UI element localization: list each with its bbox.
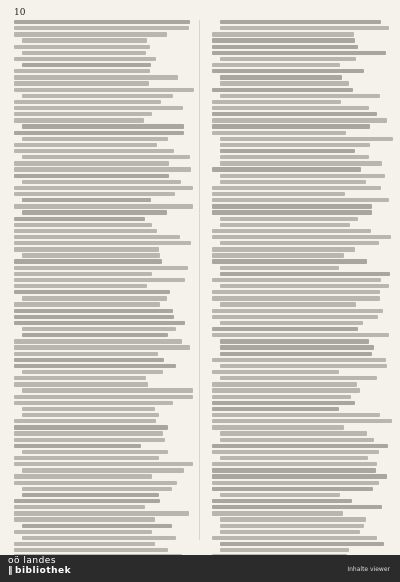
text-line: [212, 124, 370, 128]
text-line: [212, 536, 377, 540]
left-text-column: [14, 20, 194, 555]
text-line: [220, 26, 389, 30]
text-line: [220, 542, 384, 546]
text-line: [14, 266, 188, 270]
text-line: [14, 315, 174, 319]
text-line: [220, 456, 368, 460]
text-line: [14, 88, 194, 92]
text-line: [212, 118, 387, 122]
text-line: [14, 284, 147, 288]
text-line: [212, 296, 380, 300]
text-line: [22, 198, 151, 202]
text-line: [220, 431, 367, 435]
text-line: [22, 407, 155, 411]
text-line: [212, 198, 389, 202]
text-line: [22, 155, 190, 159]
text-line: [220, 548, 349, 552]
text-line: [212, 100, 341, 104]
text-line: [220, 149, 355, 153]
text-line: [22, 493, 159, 497]
text-line: [22, 51, 146, 55]
text-line: [220, 137, 393, 141]
text-line: [212, 235, 391, 239]
text-line: [212, 106, 369, 110]
text-line: [14, 339, 182, 343]
text-line: [14, 217, 145, 221]
column-divider: [199, 20, 200, 540]
text-line: [14, 456, 159, 460]
text-line: [212, 247, 355, 251]
text-line: [212, 450, 379, 454]
text-line: [22, 253, 160, 257]
text-line: [14, 278, 185, 282]
text-line: [212, 45, 358, 49]
text-line: [14, 358, 164, 362]
text-line: [14, 302, 160, 306]
text-line: [212, 468, 376, 472]
text-line: [212, 88, 353, 92]
text-line: [212, 192, 345, 196]
text-line: [212, 425, 344, 429]
text-line: [220, 438, 374, 442]
text-line: [14, 26, 189, 30]
text-line: [14, 57, 156, 61]
text-line: [22, 536, 176, 540]
text-line: [212, 210, 372, 214]
text-line: [212, 395, 351, 399]
text-line: [220, 376, 377, 380]
text-line: [14, 235, 180, 239]
text-line: [22, 450, 168, 454]
text-line: [14, 499, 160, 503]
text-line: [220, 57, 356, 61]
text-line: [22, 327, 176, 331]
text-line: [212, 370, 339, 374]
text-line: [14, 192, 175, 196]
text-line: [14, 345, 190, 349]
text-line: [212, 131, 346, 135]
text-line: [14, 69, 150, 73]
text-line: [14, 81, 149, 85]
text-line: [14, 505, 145, 509]
text-line: [14, 419, 156, 423]
text-line: [212, 38, 355, 42]
logo-line-1: oö landes: [8, 556, 57, 566]
text-line: [220, 241, 379, 245]
text-line: [212, 511, 343, 515]
text-line: [14, 376, 146, 380]
text-line: [14, 462, 193, 466]
text-line: [212, 112, 377, 116]
text-line: [212, 382, 357, 386]
text-line: [220, 223, 350, 227]
text-line: [212, 333, 389, 337]
text-line: [212, 315, 378, 319]
text-line: [14, 131, 184, 135]
text-line: [14, 204, 193, 208]
text-line: [14, 481, 177, 485]
text-line: [212, 481, 379, 485]
text-line: [212, 413, 380, 417]
text-line: [14, 272, 152, 276]
logo-bars-icon: ‖: [8, 566, 13, 576]
text-line: [14, 352, 158, 356]
text-line: [212, 462, 377, 466]
text-line: [220, 75, 342, 79]
text-line: [212, 444, 388, 448]
text-line: [22, 210, 167, 214]
text-line: [14, 112, 152, 116]
text-line: [14, 229, 157, 233]
text-line: [14, 100, 161, 104]
text-line: [14, 247, 159, 251]
text-line: [212, 253, 344, 257]
text-line: [220, 524, 364, 528]
text-line: [212, 290, 380, 294]
text-line: [212, 69, 364, 73]
page-number: 10: [14, 8, 26, 18]
text-line: [14, 167, 191, 171]
text-line: [22, 468, 184, 472]
text-line: [14, 161, 169, 165]
text-line: [220, 272, 390, 276]
text-line: [14, 382, 148, 386]
text-line: [220, 94, 380, 98]
text-line: [14, 241, 191, 245]
text-line: [212, 407, 339, 411]
text-line: [22, 296, 167, 300]
library-logo: [8, 556, 71, 577]
text-line: [212, 63, 340, 67]
text-line: [212, 278, 381, 282]
text-line: [14, 32, 167, 36]
text-line: [22, 333, 168, 337]
text-line: [14, 149, 174, 153]
text-line: [14, 511, 189, 515]
text-line: [14, 45, 150, 49]
text-line: [22, 413, 159, 417]
viewer-label: Inhalte viewer: [347, 566, 390, 573]
text-line: [14, 143, 157, 147]
logo-line-2: bibliothek: [15, 566, 72, 576]
text-line: [14, 20, 190, 24]
text-line: [14, 321, 185, 325]
text-line: [212, 186, 381, 190]
text-line: [22, 487, 172, 491]
text-line: [220, 143, 370, 147]
text-line: [220, 284, 389, 288]
text-line: [212, 167, 361, 171]
text-line: [14, 75, 178, 79]
text-line: [14, 290, 170, 294]
text-line: [220, 364, 387, 368]
text-line: [14, 548, 168, 552]
text-line: [212, 499, 352, 503]
text-line: [220, 180, 366, 184]
text-line: [22, 63, 151, 67]
text-line: [22, 137, 168, 141]
text-line: [14, 118, 144, 122]
text-line: [212, 388, 360, 392]
text-line: [212, 487, 373, 491]
text-line: [14, 174, 169, 178]
text-line: [14, 517, 155, 521]
text-line: [22, 38, 147, 42]
text-line: [14, 259, 162, 263]
text-line: [14, 395, 193, 399]
text-line: [212, 229, 371, 233]
text-line: [22, 370, 163, 374]
text-line: [220, 321, 363, 325]
text-line: [14, 106, 183, 110]
text-line: [14, 186, 193, 190]
text-line: [212, 358, 386, 362]
text-line: [212, 505, 382, 509]
text-line: [220, 517, 366, 521]
text-line: [14, 444, 141, 448]
text-line: [212, 401, 355, 405]
text-line: [220, 174, 385, 178]
text-line: [14, 530, 152, 534]
text-line: [14, 542, 155, 546]
text-line: [14, 431, 163, 435]
text-line: [220, 352, 372, 356]
text-line: [212, 419, 392, 423]
text-line: [220, 493, 340, 497]
text-line: [212, 51, 386, 55]
text-line: [14, 401, 173, 405]
text-line: [212, 309, 383, 313]
text-line: [220, 20, 381, 24]
text-line: [212, 32, 354, 36]
text-line: [212, 474, 387, 478]
text-line: [220, 345, 374, 349]
text-line: [220, 81, 349, 85]
text-line: [22, 94, 173, 98]
text-line: [14, 309, 173, 313]
text-line: [22, 124, 184, 128]
text-line: [220, 530, 360, 534]
text-line: [22, 524, 172, 528]
text-line: [14, 425, 168, 429]
text-line: [22, 180, 181, 184]
text-line: [14, 223, 152, 227]
right-text-column: [212, 20, 392, 555]
text-line: [220, 302, 356, 306]
text-line: [14, 438, 165, 442]
text-line: [22, 388, 193, 392]
text-line: [220, 155, 369, 159]
text-line: [212, 204, 372, 208]
text-line: [212, 259, 367, 263]
text-line: [14, 474, 152, 478]
text-line: [14, 364, 176, 368]
text-line: [220, 217, 358, 221]
text-line: [220, 339, 369, 343]
text-line: [220, 161, 382, 165]
text-line: [212, 327, 358, 331]
text-line: [220, 266, 339, 270]
